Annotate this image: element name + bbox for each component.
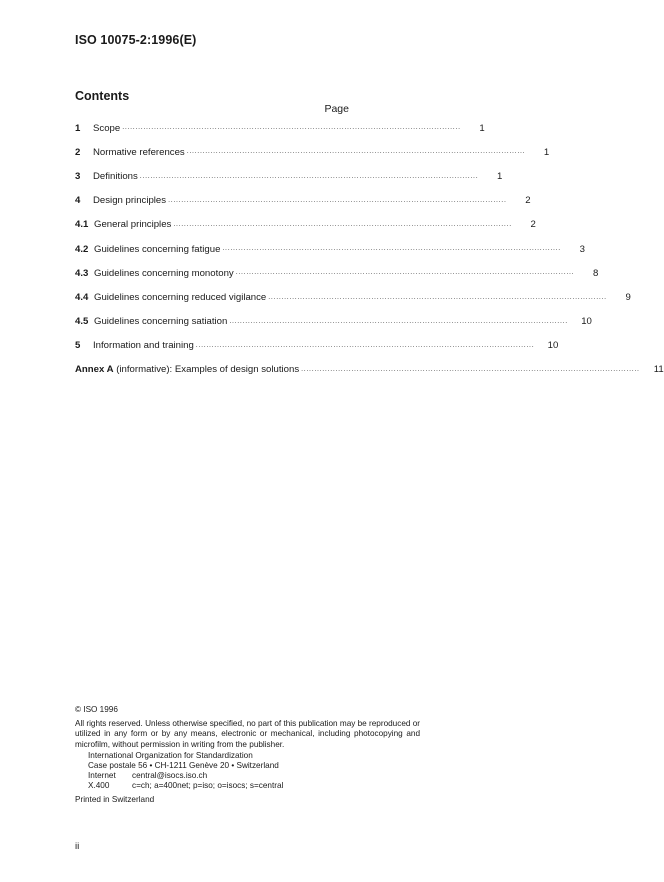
rights-statement: All rights reserved. Unless otherwise specified, no part of this publication may be reproduced or utilized in any form or by any means, electronic or mechanical, including photocopying and microfilm, without permission in writing from the publisher. (75, 719, 420, 749)
toc-title: Guidelines concerning fatigue (94, 243, 221, 255)
toc-number: 5 (75, 340, 81, 352)
toc-page-number: 10 (581, 316, 592, 328)
dot-leader: ................................................................................................................................ (229, 317, 568, 325)
page-folio: ii (75, 841, 80, 852)
toc-number: 4.5 (75, 316, 89, 328)
toc-number: 3 (75, 170, 81, 182)
toc-title: Guidelines concerning reduced vigilance (94, 291, 267, 303)
iso-address (88, 751, 420, 792)
toc-entry-annex-a[interactable] (75, 358, 664, 382)
toc-number: 4.2 (75, 243, 89, 255)
x400-address: c=ch; a=400net; p=iso; o=isocs; s=central (132, 781, 284, 791)
dot-leader: ................................................................................................................................ (195, 341, 535, 349)
toc-title: Information and training (93, 340, 194, 352)
dot-leader: ................................................................................................................................ (268, 293, 607, 301)
page-column-header: Page (324, 103, 349, 115)
toc-number: 4.3 (75, 267, 89, 279)
dot-leader: ................................................................................................................................ (173, 221, 512, 229)
document-id: ISO 10075-2:1996(E) (75, 33, 197, 47)
toc-page-number: 9 (625, 291, 631, 303)
toc-page-number: 2 (525, 195, 531, 207)
toc-entry-reduced-vigilance[interactable] (75, 285, 631, 309)
toc-title: Guidelines concerning monotony (94, 267, 234, 279)
dot-leader: ................................................................................................................................ (222, 245, 561, 253)
toc-entry-monotony[interactable] (75, 261, 599, 285)
toc-number: 2 (75, 146, 81, 158)
toc-entry-general-principles[interactable] (75, 213, 536, 237)
dot-leader: ................................................................................................................................ (301, 366, 640, 374)
toc-number: 4.1 (75, 219, 89, 231)
toc-entry-fatigue[interactable] (75, 237, 585, 261)
internet-address[interactable]: central@isocs.iso.ch (132, 771, 208, 781)
dot-leader: ................................................................................................................................ (235, 269, 575, 277)
toc-title: Definitions (93, 170, 138, 182)
toc-number: 1 (75, 122, 81, 134)
toc-entry-design-principles[interactable] (75, 189, 531, 213)
toc-title: Scope (93, 122, 121, 134)
toc-page-number: 3 (579, 243, 585, 255)
toc-entry-normative-references[interactable] (75, 140, 550, 164)
annex-label: Annex A (75, 364, 114, 376)
toc-annex-title (75, 364, 299, 375)
x400-row (88, 781, 420, 791)
toc-number: 4 (75, 195, 81, 207)
contents-title: Contents (75, 89, 130, 103)
org-name: International Organization for Standardization (88, 750, 253, 760)
toc-entry-scope[interactable] (75, 116, 485, 140)
internet-row (88, 771, 420, 781)
toc-page-number: 11 (653, 364, 664, 376)
annex-description: (informative): Examples of design solutions (113, 364, 300, 376)
copyright-notice (75, 705, 420, 805)
toc-title: Normative references (93, 146, 185, 158)
toc-page-number: 8 (592, 267, 599, 279)
toc-page-number: 1 (479, 122, 485, 134)
toc-title: General principles (94, 219, 172, 231)
postal-address: Case postale 56 • CH-1211 Genève 20 • Switzerland (88, 761, 279, 771)
toc-page-number: 2 (530, 219, 536, 231)
copyright-line: © ISO 1996 (75, 705, 118, 714)
toc-title: Guidelines concerning satiation (94, 316, 228, 328)
toc-page-number: 10 (547, 340, 559, 352)
printed-in: Printed in Switzerland (75, 794, 155, 804)
internet-label: Internet (88, 771, 116, 781)
toc-entry-information-training[interactable] (75, 334, 559, 358)
x400-label: X.400 (88, 781, 110, 791)
dot-leader: ................................................................................................................................ (168, 196, 507, 204)
toc-title: Design principles (93, 195, 167, 207)
toc-entry-satiation[interactable] (75, 310, 592, 334)
toc-page-number: 1 (497, 170, 503, 182)
dot-leader: ................................................................................................................................ (139, 172, 479, 180)
table-of-contents (75, 116, 664, 382)
dot-leader: ................................................................................................................................ (186, 148, 526, 156)
toc-entry-definitions[interactable] (75, 164, 503, 188)
dot-leader: ................................................................................................................................ (122, 124, 461, 132)
toc-page-number: 1 (543, 146, 550, 158)
toc-number: 4.4 (75, 291, 89, 303)
